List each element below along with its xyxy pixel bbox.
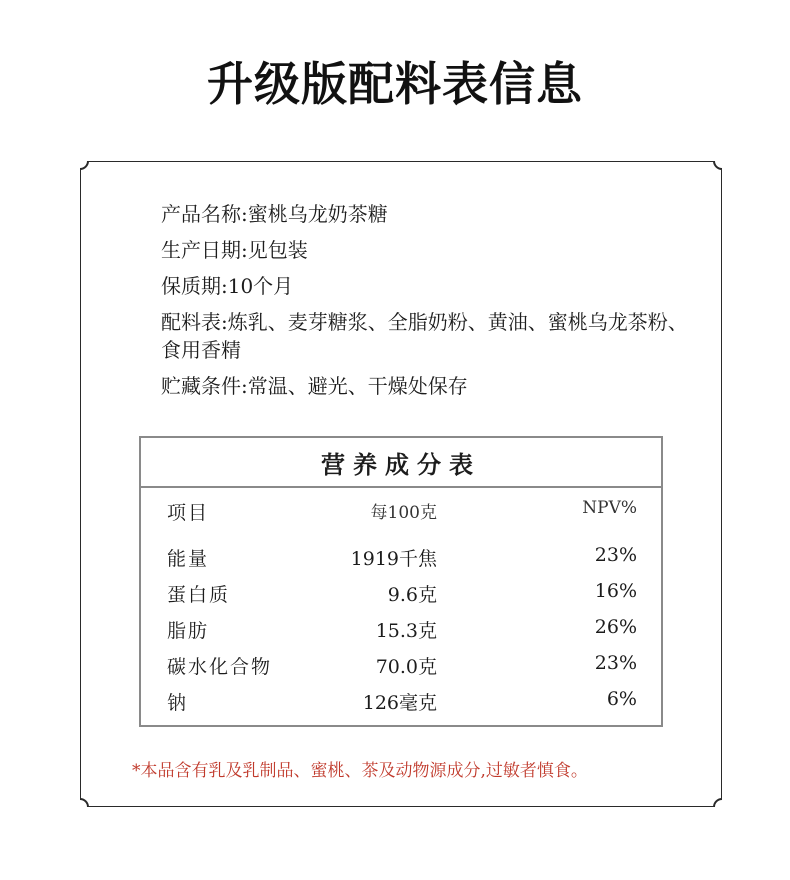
shelf-life-line: 保质期:10个月 (161, 274, 294, 298)
nutrition-facts-table (139, 436, 663, 727)
table-row (141, 652, 661, 682)
nutrient-value: 15.3克 (375, 620, 437, 642)
nutrient-npv: 26% (594, 616, 637, 638)
table-row (141, 616, 661, 646)
nutrient-npv: 6% (606, 688, 637, 710)
nutrition-table-title: 营养成分表 (141, 438, 661, 488)
nutrient-npv: 23% (594, 652, 637, 674)
nutrient-value: 70.0克 (375, 656, 437, 678)
nutrient-npv: 16% (594, 580, 637, 602)
table-row (141, 688, 661, 718)
nutrient-value: 126毫克 (362, 692, 437, 714)
table-row (141, 580, 661, 610)
header-npv: NPV% (582, 498, 637, 518)
table-row (141, 544, 661, 574)
allergen-warning: *本品含有乳及乳制品、蜜桃、茶及动物源成分,过敏者慎食。 (132, 761, 588, 781)
nutrient-name: 钠 (167, 692, 189, 714)
header-item: 项目 (167, 502, 210, 524)
nutrient-name: 脂肪 (167, 620, 210, 642)
production-date-line: 生产日期:见包装 (161, 238, 308, 262)
product-info-list (161, 196, 701, 404)
page-title: 升级版配料表信息 (207, 57, 583, 111)
ingredients-line: 配料表:炼乳、麦芽糖浆、全脂奶粉、黄油、蜜桃乌龙茶粉、食用香精 (161, 310, 688, 362)
nutrient-value: 9.6克 (387, 584, 437, 606)
nutrient-npv: 23% (594, 544, 637, 566)
nutrient-name: 能量 (167, 548, 210, 570)
nutrient-name: 碳水化合物 (167, 656, 273, 678)
nutrient-name: 蛋白质 (167, 584, 231, 606)
nutrient-value: 1919千焦 (350, 548, 437, 570)
product-name-line: 产品名称:蜜桃乌龙奶茶糖 (161, 202, 388, 226)
nutrition-header-row (141, 498, 661, 528)
storage-conditions-line: 贮藏条件:常温、避光、干燥处保存 (161, 374, 468, 398)
header-per-100g: 每100克 (370, 503, 437, 523)
